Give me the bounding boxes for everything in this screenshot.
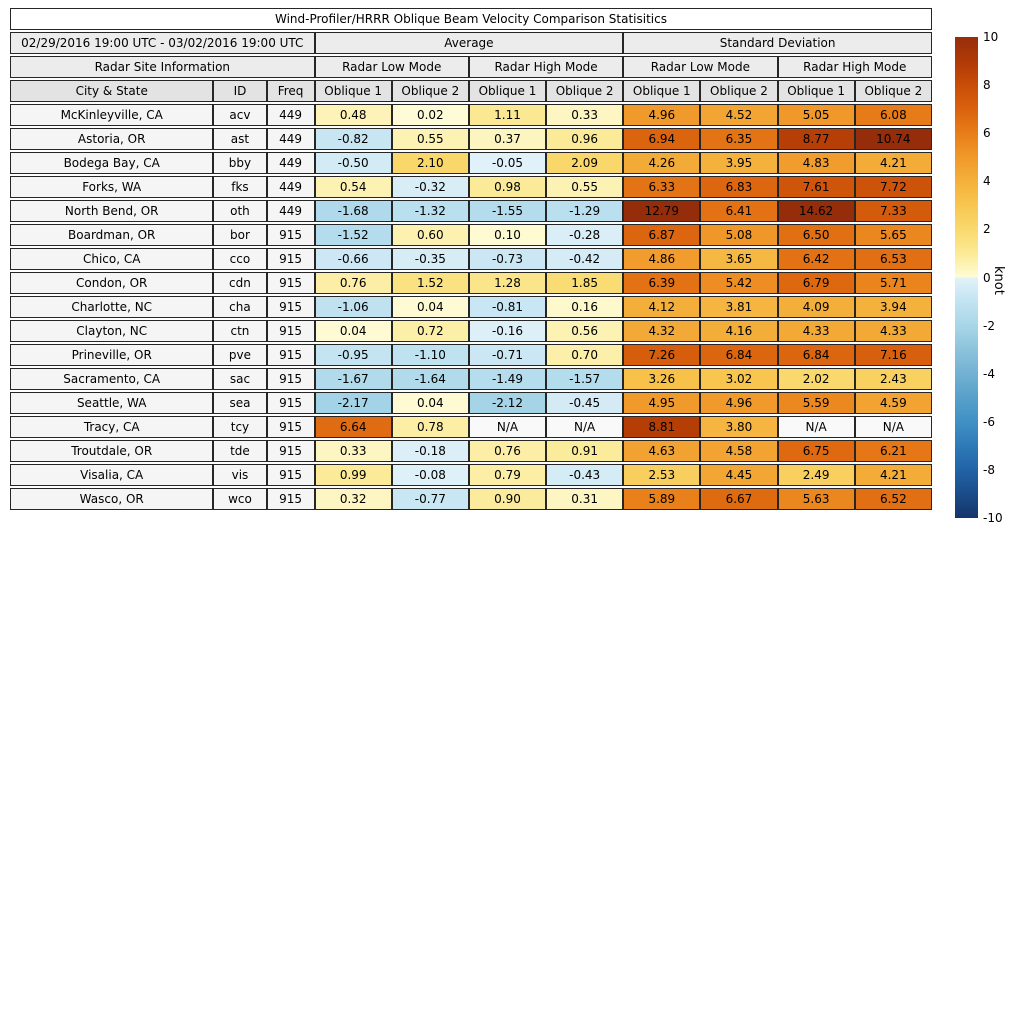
value-cell: 0.55 — [392, 128, 469, 150]
avg-high-mode-header: Radar High Mode — [469, 56, 623, 78]
freq-cell: 449 — [267, 200, 315, 222]
freq-cell: 915 — [267, 416, 315, 438]
value-cell: 0.90 — [469, 488, 546, 510]
value-cell: 4.59 — [855, 392, 932, 414]
colorbar-tick-label: 4 — [983, 174, 991, 189]
value-cell: 14.62 — [778, 200, 855, 222]
value-cell: 7.33 — [855, 200, 932, 222]
group-std-header: Standard Deviation — [623, 32, 932, 54]
table-row — [10, 344, 932, 366]
value-cell: -1.67 — [315, 368, 392, 390]
value-cell: 2.09 — [546, 152, 623, 174]
city-cell: Troutdale, OR — [10, 440, 213, 462]
value-cell: 0.54 — [315, 176, 392, 198]
city-cell: Bodega Bay, CA — [10, 152, 213, 174]
value-cell: 8.77 — [778, 128, 855, 150]
city-cell: Astoria, OR — [10, 128, 213, 150]
value-cell: -1.64 — [392, 368, 469, 390]
value-cell: 0.98 — [469, 176, 546, 198]
city-cell: Chico, CA — [10, 248, 213, 270]
value-cell: 4.63 — [623, 440, 700, 462]
value-cell: 7.16 — [855, 344, 932, 366]
table-row — [10, 200, 932, 222]
value-cell: 4.21 — [855, 464, 932, 486]
value-cell: 4.33 — [778, 320, 855, 342]
value-cell: 6.21 — [855, 440, 932, 462]
table-row — [10, 320, 932, 342]
value-cell: 6.35 — [700, 128, 777, 150]
value-cell: 4.45 — [700, 464, 777, 486]
value-cell: 1.11 — [469, 104, 546, 126]
value-cell: 6.08 — [855, 104, 932, 126]
site-id-cell: bor — [213, 224, 266, 246]
city-cell: Seattle, WA — [10, 392, 213, 414]
colorbar-tick-label: 8 — [983, 78, 991, 93]
value-cell: 2.49 — [778, 464, 855, 486]
freq-cell: 915 — [267, 392, 315, 414]
value-cell: 4.16 — [700, 320, 777, 342]
value-cell: 5.42 — [700, 272, 777, 294]
value-cell: 4.86 — [623, 248, 700, 270]
value-cell: 3.65 — [700, 248, 777, 270]
value-cell: 0.70 — [546, 344, 623, 366]
value-cell: -0.77 — [392, 488, 469, 510]
site-id-cell: oth — [213, 200, 266, 222]
colorbar-tick-label: 0 — [983, 270, 991, 285]
city-cell: Clayton, NC — [10, 320, 213, 342]
value-cell: -1.10 — [392, 344, 469, 366]
value-cell: 5.71 — [855, 272, 932, 294]
city-cell: Visalia, CA — [10, 464, 213, 486]
freq-cell: 915 — [267, 488, 315, 510]
site-id-cell: cha — [213, 296, 266, 318]
site-id-cell: ctn — [213, 320, 266, 342]
column-header-row — [10, 80, 932, 102]
freq-cell: 449 — [267, 128, 315, 150]
value-cell: 0.79 — [469, 464, 546, 486]
city-cell: Wasco, OR — [10, 488, 213, 510]
oblique2-header: Oblique 2 — [392, 80, 469, 102]
site-id-cell: cco — [213, 248, 266, 270]
colorbar-tick-label: -8 — [983, 462, 995, 477]
city-cell: Boardman, OR — [10, 224, 213, 246]
colorbar-tick-label: 6 — [983, 126, 991, 141]
value-cell: 4.83 — [778, 152, 855, 174]
site-id-cell: tde — [213, 440, 266, 462]
site-id-cell: vis — [213, 464, 266, 486]
value-cell: 2.02 — [778, 368, 855, 390]
value-cell: 0.33 — [546, 104, 623, 126]
table-row — [10, 416, 932, 438]
oblique1-header: Oblique 1 — [623, 80, 700, 102]
value-cell: -0.66 — [315, 248, 392, 270]
value-cell: N/A — [546, 416, 623, 438]
value-cell: 0.16 — [546, 296, 623, 318]
value-cell: N/A — [778, 416, 855, 438]
value-cell: 4.32 — [623, 320, 700, 342]
site-id-cell: cdn — [213, 272, 266, 294]
value-cell: -1.29 — [546, 200, 623, 222]
city-cell: North Bend, OR — [10, 200, 213, 222]
value-cell: -1.52 — [315, 224, 392, 246]
value-cell: -0.35 — [392, 248, 469, 270]
oblique1-header: Oblique 1 — [315, 80, 392, 102]
colorbar-tick-label: -2 — [983, 318, 995, 333]
value-cell: 2.43 — [855, 368, 932, 390]
value-cell: 0.37 — [469, 128, 546, 150]
group-average-header: Average — [315, 32, 624, 54]
value-cell: -0.71 — [469, 344, 546, 366]
value-cell: -1.32 — [392, 200, 469, 222]
value-cell: 5.63 — [778, 488, 855, 510]
value-cell: 0.04 — [392, 296, 469, 318]
site-id-cell: pve — [213, 344, 266, 366]
city-cell: Condon, OR — [10, 272, 213, 294]
value-cell: 4.96 — [700, 392, 777, 414]
value-cell: 0.31 — [546, 488, 623, 510]
value-cell: -0.43 — [546, 464, 623, 486]
freq-cell: 915 — [267, 248, 315, 270]
freq-cell: 915 — [267, 344, 315, 366]
value-cell: 6.87 — [623, 224, 700, 246]
value-cell: 4.95 — [623, 392, 700, 414]
value-cell: 4.21 — [855, 152, 932, 174]
value-cell: -0.05 — [469, 152, 546, 174]
table-row — [10, 104, 932, 126]
value-cell: 6.79 — [778, 272, 855, 294]
value-cell: -0.95 — [315, 344, 392, 366]
oblique2-header: Oblique 2 — [700, 80, 777, 102]
value-cell: 0.78 — [392, 416, 469, 438]
freq-cell: 915 — [267, 440, 315, 462]
city-cell: McKinleyville, CA — [10, 104, 213, 126]
value-cell: -0.73 — [469, 248, 546, 270]
city-cell: Sacramento, CA — [10, 368, 213, 390]
value-cell: 1.52 — [392, 272, 469, 294]
value-cell: 0.56 — [546, 320, 623, 342]
value-cell: 2.53 — [623, 464, 700, 486]
statistics-table — [10, 6, 932, 512]
value-cell: -1.06 — [315, 296, 392, 318]
value-cell: 3.81 — [700, 296, 777, 318]
value-cell: N/A — [469, 416, 546, 438]
value-cell: 3.26 — [623, 368, 700, 390]
value-cell: 4.33 — [855, 320, 932, 342]
value-cell: 1.28 — [469, 272, 546, 294]
freq-cell: 449 — [267, 176, 315, 198]
site-id-cell: bby — [213, 152, 266, 174]
value-cell: 6.39 — [623, 272, 700, 294]
value-cell: 0.10 — [469, 224, 546, 246]
table-row — [10, 272, 932, 294]
oblique1-header: Oblique 1 — [778, 80, 855, 102]
table-row — [10, 152, 932, 174]
std-high-mode-header: Radar High Mode — [778, 56, 932, 78]
value-cell: 0.32 — [315, 488, 392, 510]
table-row — [10, 176, 932, 198]
value-cell: -0.82 — [315, 128, 392, 150]
oblique2-header: Oblique 2 — [546, 80, 623, 102]
value-cell: 10.74 — [855, 128, 932, 150]
site-id-cell: fks — [213, 176, 266, 198]
city-cell: Charlotte, NC — [10, 296, 213, 318]
city-cell: Tracy, CA — [10, 416, 213, 438]
value-cell: 6.84 — [778, 344, 855, 366]
site-id-cell: ast — [213, 128, 266, 150]
date-range: 02/29/2016 19:00 UTC - 03/02/2016 19:00 UTC — [10, 32, 315, 54]
value-cell: 6.52 — [855, 488, 932, 510]
city-cell: Forks, WA — [10, 176, 213, 198]
value-cell: N/A — [855, 416, 932, 438]
value-cell: 6.41 — [700, 200, 777, 222]
colorbar — [955, 37, 978, 518]
city-cell: Prineville, OR — [10, 344, 213, 366]
title-row — [10, 8, 932, 30]
colorbar-tick-label: 2 — [983, 222, 991, 237]
table-row — [10, 128, 932, 150]
colorbar-tick-label: 10 — [983, 30, 999, 44]
value-cell: -2.12 — [469, 392, 546, 414]
value-cell: -1.68 — [315, 200, 392, 222]
value-cell: 4.12 — [623, 296, 700, 318]
value-cell: 3.95 — [700, 152, 777, 174]
value-cell: 5.65 — [855, 224, 932, 246]
value-cell: 0.91 — [546, 440, 623, 462]
value-cell: 8.81 — [623, 416, 700, 438]
value-cell: -0.42 — [546, 248, 623, 270]
value-cell: 7.72 — [855, 176, 932, 198]
table-row — [10, 248, 932, 270]
value-cell: 7.26 — [623, 344, 700, 366]
table-row — [10, 296, 932, 318]
value-cell: 4.52 — [700, 104, 777, 126]
value-cell: -1.49 — [469, 368, 546, 390]
value-cell: 3.80 — [700, 416, 777, 438]
value-cell: -0.16 — [469, 320, 546, 342]
value-cell: 6.53 — [855, 248, 932, 270]
colorbar-tick-label: -4 — [983, 366, 995, 381]
value-cell: 0.76 — [315, 272, 392, 294]
colorbar-tick-label: -10 — [983, 511, 1003, 525]
value-cell: -0.45 — [546, 392, 623, 414]
freq-cell: 449 — [267, 104, 315, 126]
value-cell: 0.33 — [315, 440, 392, 462]
oblique2-header: Oblique 2 — [855, 80, 932, 102]
value-cell: 0.60 — [392, 224, 469, 246]
id-header: ID — [213, 80, 266, 102]
value-cell: 1.85 — [546, 272, 623, 294]
site-id-cell: sea — [213, 392, 266, 414]
value-cell: 5.89 — [623, 488, 700, 510]
value-cell: -0.50 — [315, 152, 392, 174]
table-row — [10, 392, 932, 414]
value-cell: 0.99 — [315, 464, 392, 486]
value-cell: 6.33 — [623, 176, 700, 198]
value-cell: -0.81 — [469, 296, 546, 318]
oblique1-header: Oblique 1 — [469, 80, 546, 102]
value-cell: 4.96 — [623, 104, 700, 126]
value-cell: 6.84 — [700, 344, 777, 366]
table-row — [10, 488, 932, 510]
value-cell: 6.64 — [315, 416, 392, 438]
site-info-header: Radar Site Information — [10, 56, 315, 78]
group-header-row — [10, 32, 932, 54]
value-cell: -2.17 — [315, 392, 392, 414]
freq-cell: 915 — [267, 464, 315, 486]
avg-low-mode-header: Radar Low Mode — [315, 56, 469, 78]
freq-header: Freq — [267, 80, 315, 102]
freq-cell: 915 — [267, 224, 315, 246]
value-cell: -0.08 — [392, 464, 469, 486]
value-cell: 5.05 — [778, 104, 855, 126]
table-row — [10, 224, 932, 246]
value-cell: 2.10 — [392, 152, 469, 174]
value-cell: 6.42 — [778, 248, 855, 270]
site-id-cell: wco — [213, 488, 266, 510]
value-cell: 0.72 — [392, 320, 469, 342]
mode-header-row — [10, 56, 932, 78]
value-cell: 6.83 — [700, 176, 777, 198]
site-id-cell: acv — [213, 104, 266, 126]
value-cell: 4.26 — [623, 152, 700, 174]
value-cell: 4.58 — [700, 440, 777, 462]
value-cell: 7.61 — [778, 176, 855, 198]
freq-cell: 915 — [267, 320, 315, 342]
value-cell: 5.08 — [700, 224, 777, 246]
freq-cell: 915 — [267, 368, 315, 390]
city-state-header: City & State — [10, 80, 213, 102]
table-body — [10, 104, 932, 510]
freq-cell: 915 — [267, 296, 315, 318]
value-cell: 12.79 — [623, 200, 700, 222]
value-cell: -1.57 — [546, 368, 623, 390]
value-cell: 0.02 — [392, 104, 469, 126]
value-cell: 5.59 — [778, 392, 855, 414]
std-low-mode-header: Radar Low Mode — [623, 56, 777, 78]
value-cell: 6.75 — [778, 440, 855, 462]
site-id-cell: sac — [213, 368, 266, 390]
colorbar-unit-label: knot — [991, 265, 1006, 295]
value-cell: 0.04 — [315, 320, 392, 342]
value-cell: -1.55 — [469, 200, 546, 222]
freq-cell: 915 — [267, 272, 315, 294]
value-cell: -0.18 — [392, 440, 469, 462]
table-row — [10, 368, 932, 390]
value-cell: 6.50 — [778, 224, 855, 246]
colorbar-tick-label: -6 — [983, 414, 995, 429]
value-cell: 3.02 — [700, 368, 777, 390]
value-cell: 4.09 — [778, 296, 855, 318]
value-cell: -0.28 — [546, 224, 623, 246]
value-cell: 0.48 — [315, 104, 392, 126]
freq-cell: 449 — [267, 152, 315, 174]
table-row — [10, 464, 932, 486]
value-cell: -0.32 — [392, 176, 469, 198]
value-cell: 0.76 — [469, 440, 546, 462]
value-cell: 0.55 — [546, 176, 623, 198]
table-title: Wind-Profiler/HRRR Oblique Beam Velocity Comparison Statisitics — [10, 8, 932, 30]
value-cell: 6.67 — [700, 488, 777, 510]
site-id-cell: tcy — [213, 416, 266, 438]
value-cell: 6.94 — [623, 128, 700, 150]
value-cell: 0.96 — [546, 128, 623, 150]
value-cell: 0.04 — [392, 392, 469, 414]
table-row — [10, 440, 932, 462]
value-cell: 3.94 — [855, 296, 932, 318]
